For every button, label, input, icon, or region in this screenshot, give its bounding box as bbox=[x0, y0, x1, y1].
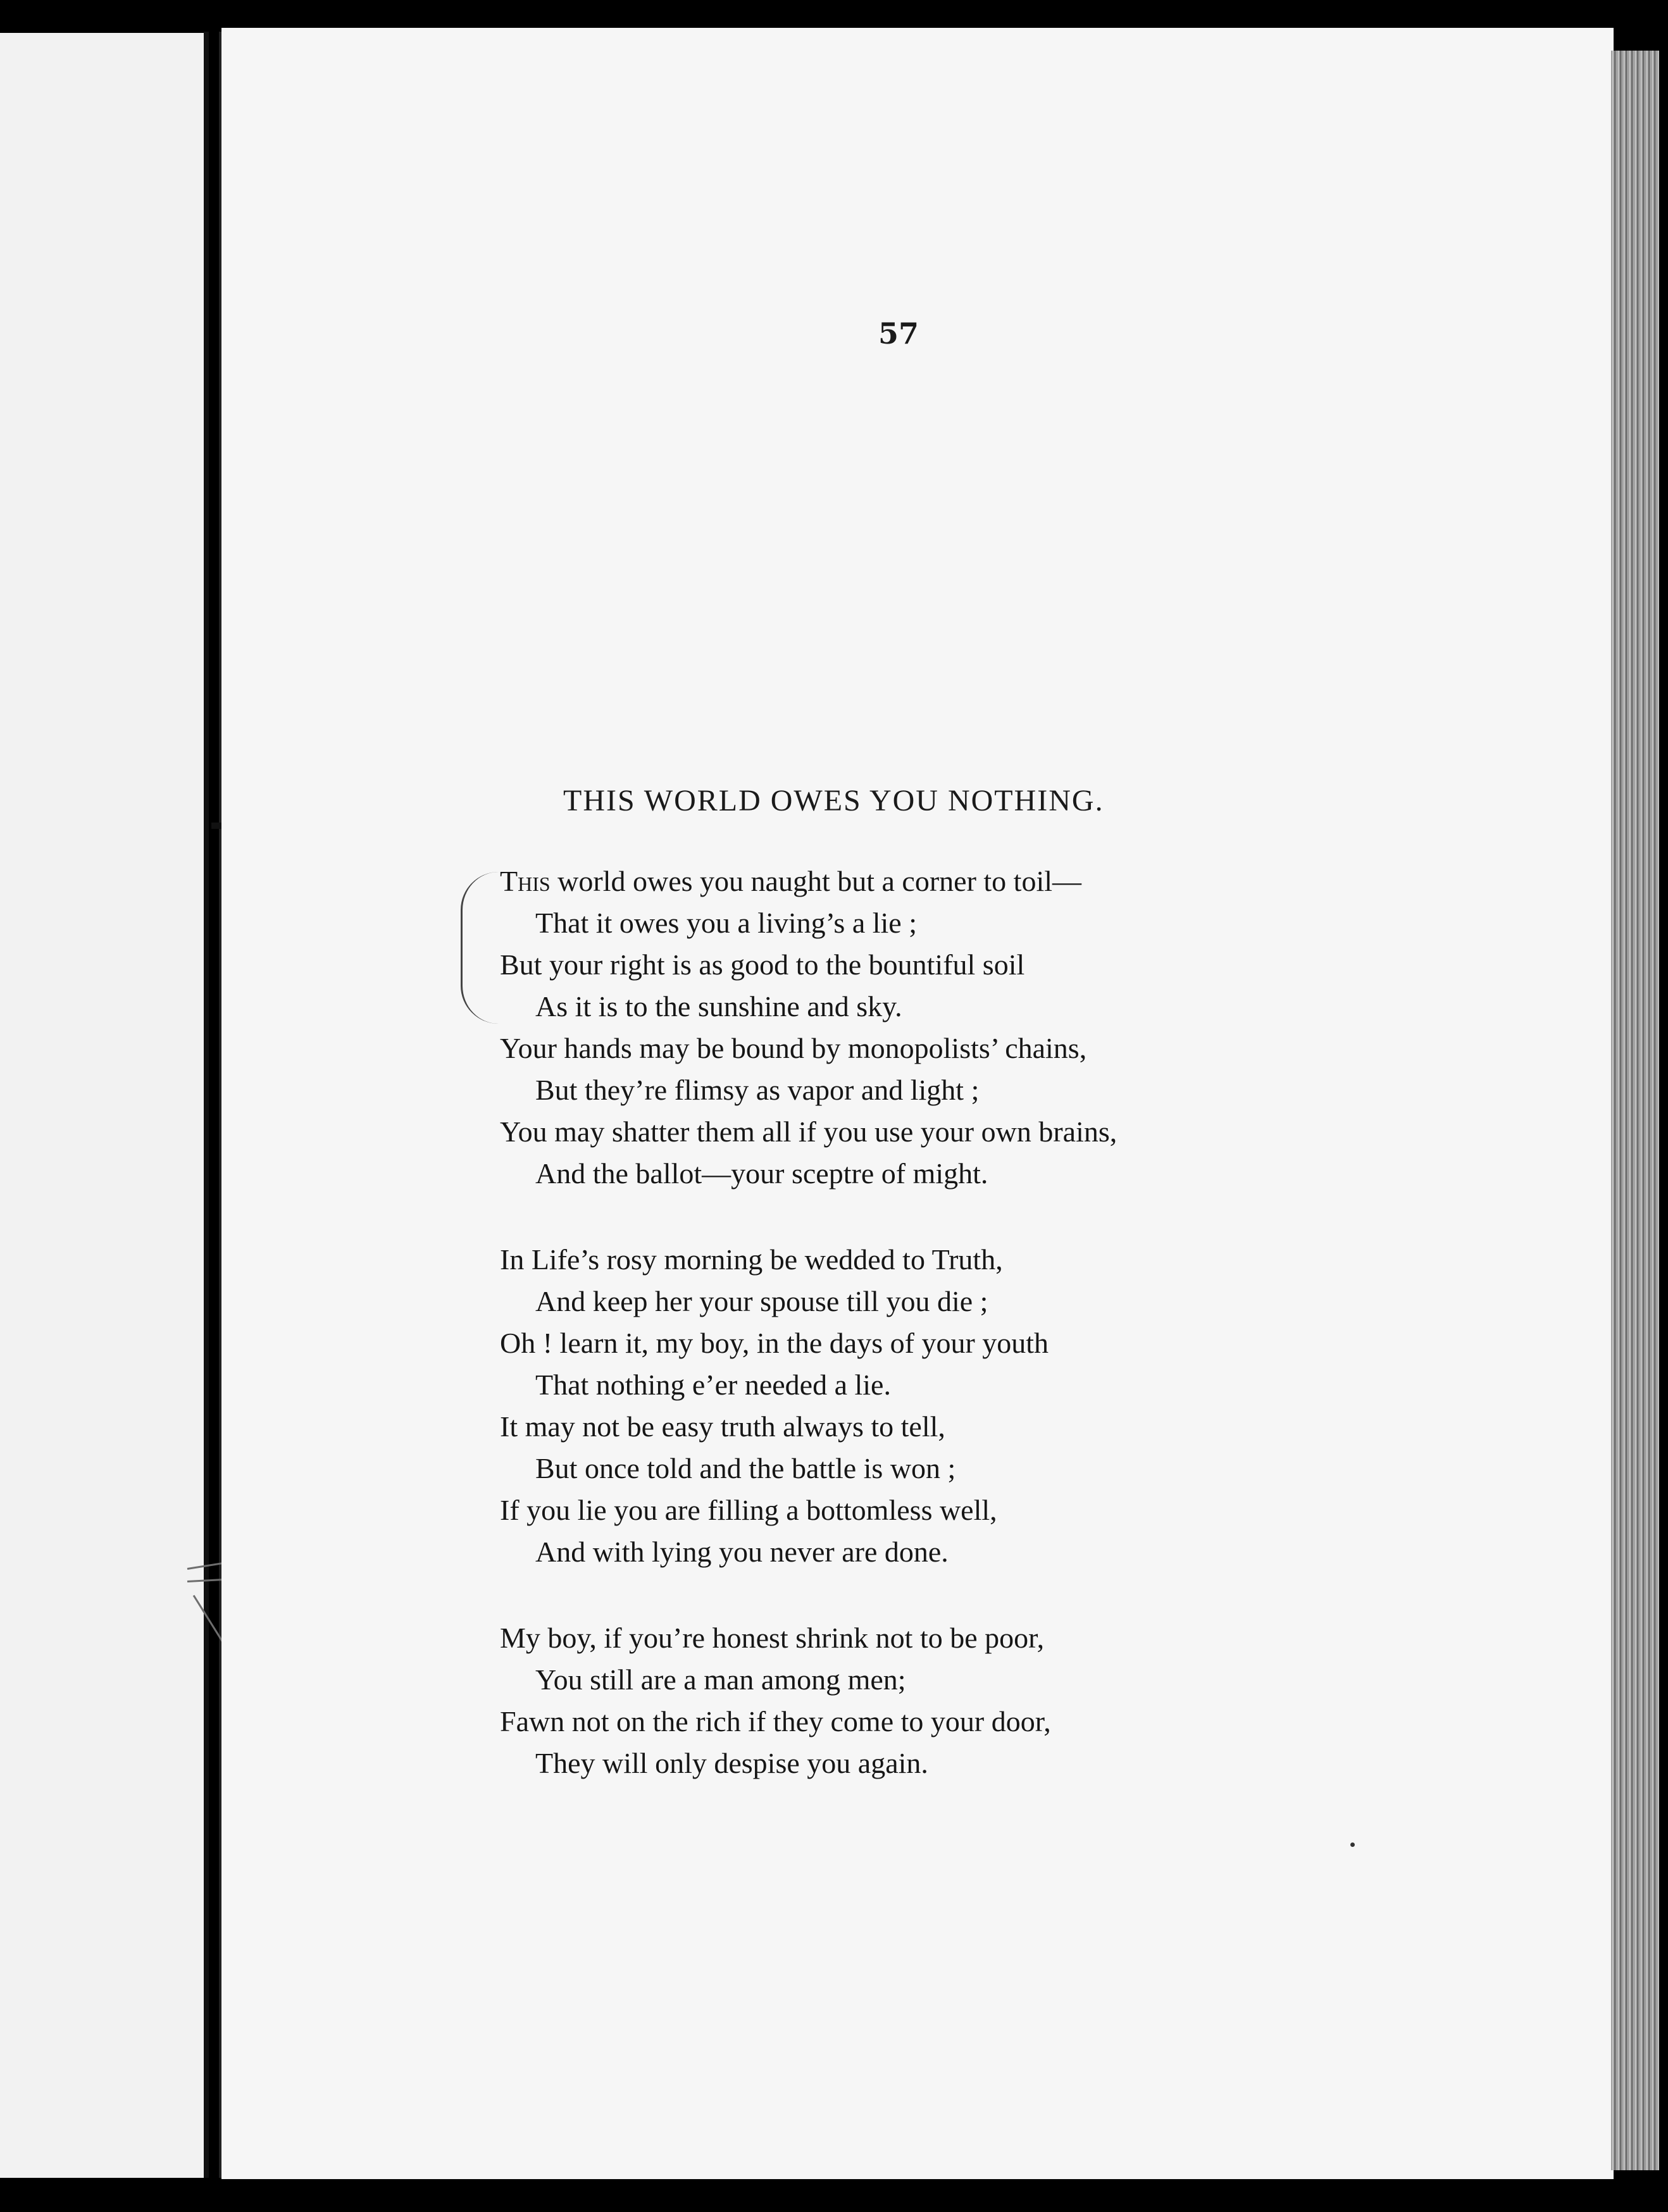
poem-line: But once told and the battle is won ; bbox=[535, 1452, 956, 1484]
poem-line: My boy, if you’re honest shrink not to be poor, bbox=[500, 1622, 1045, 1654]
page-edges bbox=[1611, 51, 1659, 2170]
poem-line: As it is to the sunshine and sky. bbox=[535, 990, 902, 1022]
poem-line: That it owes you a living’s a lie ; bbox=[535, 907, 918, 939]
poem-line: And the ballot—your sceptre of might. bbox=[535, 1157, 988, 1190]
poem-body bbox=[500, 861, 1323, 1829]
scan-speck bbox=[1350, 1842, 1355, 1847]
poem-line: This world owes you naught but a corner to toil— bbox=[500, 865, 1082, 897]
poem-line: You still are a man among men; bbox=[535, 1663, 906, 1696]
poem-line: In Life’s rosy morning be wedded to Truth, bbox=[500, 1243, 1003, 1276]
facing-page-edge bbox=[0, 33, 208, 2178]
poem-line: And with lying you never are done. bbox=[535, 1536, 949, 1568]
stanza bbox=[500, 1239, 1323, 1573]
poem-line: Fawn not on the rich if they come to your door, bbox=[500, 1705, 1051, 1737]
page-number: 57 bbox=[878, 316, 919, 351]
poem-line: If you lie you are filling a bottomless well, bbox=[500, 1494, 997, 1526]
poem-title: THIS WORLD OWES YOU NOTHING. bbox=[563, 784, 1104, 817]
poem-line: It may not be easy truth always to tell, bbox=[500, 1410, 945, 1443]
stanza bbox=[500, 861, 1323, 1195]
poem-line: And keep her your spouse till you die ; bbox=[535, 1285, 988, 1317]
poem-line: Your hands may be bound by monopolists’ chains, bbox=[500, 1032, 1087, 1064]
stanza bbox=[500, 1617, 1323, 1784]
poem-line: That nothing e’er needed a lie. bbox=[535, 1369, 891, 1401]
poem-line: Oh ! learn it, my boy, in the days of your youth bbox=[500, 1327, 1049, 1359]
pencil-bracket-mark bbox=[461, 872, 501, 1024]
poem-line: But your right is as good to the bountiful soil bbox=[500, 948, 1025, 981]
margin-mark bbox=[211, 823, 221, 829]
poem-line: But they’re flimsy as vapor and light ; bbox=[535, 1074, 980, 1106]
poem-line: You may shatter them all if you use your own brains, bbox=[500, 1115, 1117, 1148]
gutter-line bbox=[204, 32, 209, 2178]
poem-line: They will only despise you again. bbox=[535, 1747, 928, 1779]
